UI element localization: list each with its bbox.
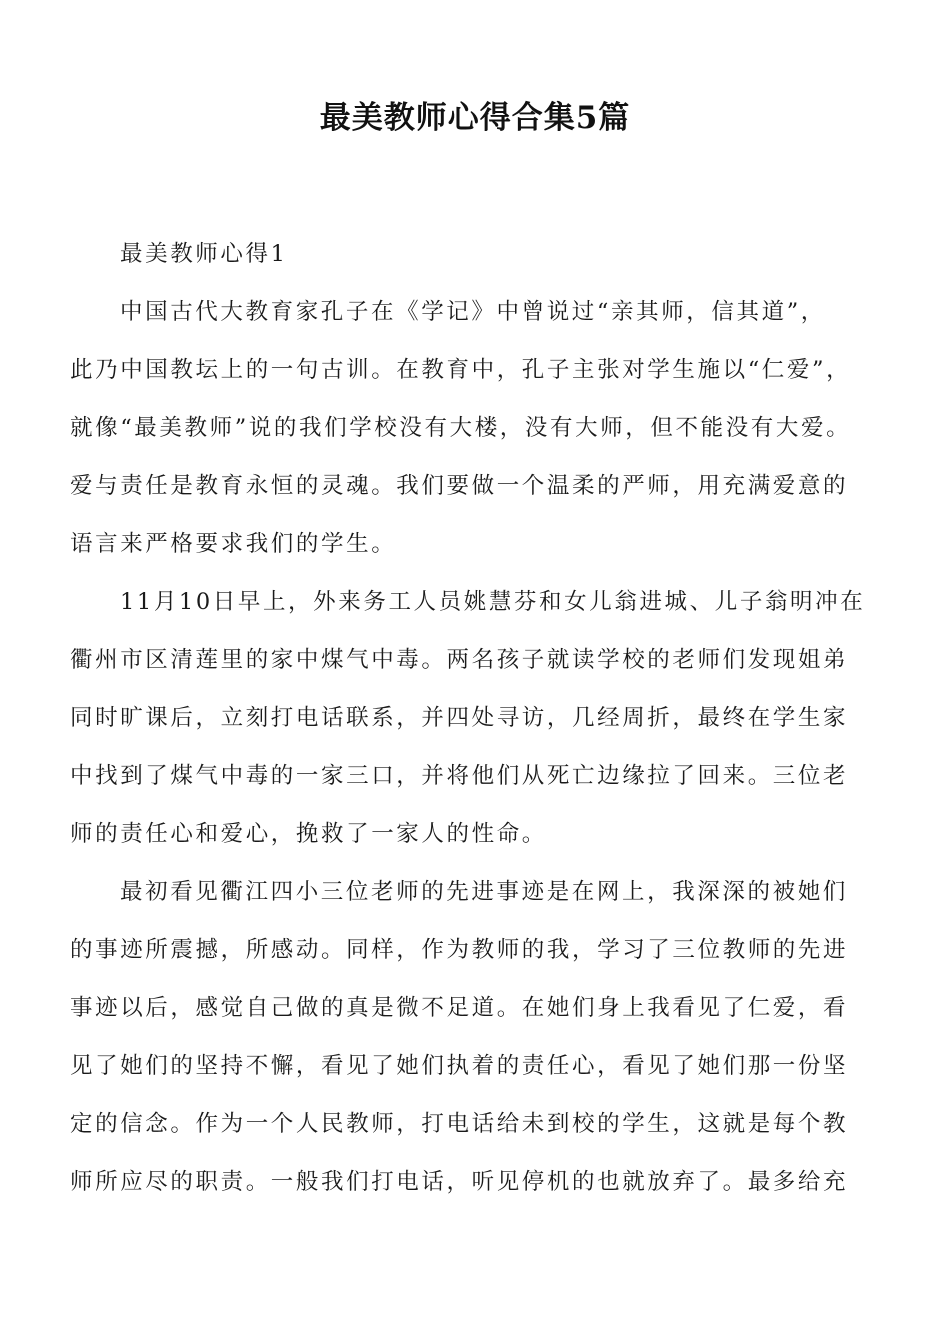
paragraph-2-line-2: 衢州市区清莲里的家中煤气中毒。两名孩子就读学校的老师们发现姐弟 xyxy=(70,647,849,673)
paragraph-3-line-4: 见了她们的坚持不懈，看见了她们执着的责任心，看见了她们那一份坚 xyxy=(70,1053,849,1079)
paragraph-1-line-5: 语言来严格要求我们的学生。 xyxy=(70,531,397,557)
paragraph-3-line-5: 定的信念。作为一个人民教师，打电话给未到校的学生，这就是每个教 xyxy=(70,1111,849,1137)
paragraph-3-line-1: 最初看见衢江四小三位老师的先进事迹是在网上，我深深的被她们 xyxy=(120,879,848,905)
paragraph-2-line-1: 11月10日早上，外来务工人员姚慧芬和女儿翁进城、儿子翁明冲在 xyxy=(120,589,866,615)
paragraph-2-line-3: 同时旷课后，立刻打电话联系，并四处寻访，几经周折，最终在学生家 xyxy=(70,705,849,731)
paragraph-2-line-5: 师的责任心和爱心，挽救了一家人的性命。 xyxy=(70,821,547,847)
paragraph-1-line-3: 就像“最美教师”说的我们学校没有大楼，没有大师，但不能没有大爱。 xyxy=(70,415,852,441)
paragraph-1-line-1: 中国古代大教育家孔子在《学记》中曾说过“亲其师，信其道”， xyxy=(120,299,826,325)
paragraph-3-line-3: 事迹以后，感觉自己做的真是微不足道。在她们身上我看见了仁爱，看 xyxy=(70,995,849,1021)
document-title: 最美教师心得合集5篇 xyxy=(319,100,631,136)
paragraph-3-line-6: 师所应尽的职责。一般我们打电话，听见停机的也就放弃了。最多给充 xyxy=(70,1169,849,1195)
section-heading: 最美教师心得1 xyxy=(120,241,288,267)
paragraph-1-line-2: 此乃中国教坛上的一句古训。在教育中，孔子主张对学生施以“仁爱”， xyxy=(70,357,852,383)
paragraph-1-line-4: 爱与责任是教育永恒的灵魂。我们要做一个温柔的严师，用充满爱意的 xyxy=(70,473,849,499)
paragraph-3-line-2: 的事迹所震撼，所感动。同样，作为教师的我，学习了三位教师的先进 xyxy=(70,937,849,963)
paragraph-2-line-4: 中找到了煤气中毒的一家三口，并将他们从死亡边缘拉了回来。三位老 xyxy=(70,763,849,789)
